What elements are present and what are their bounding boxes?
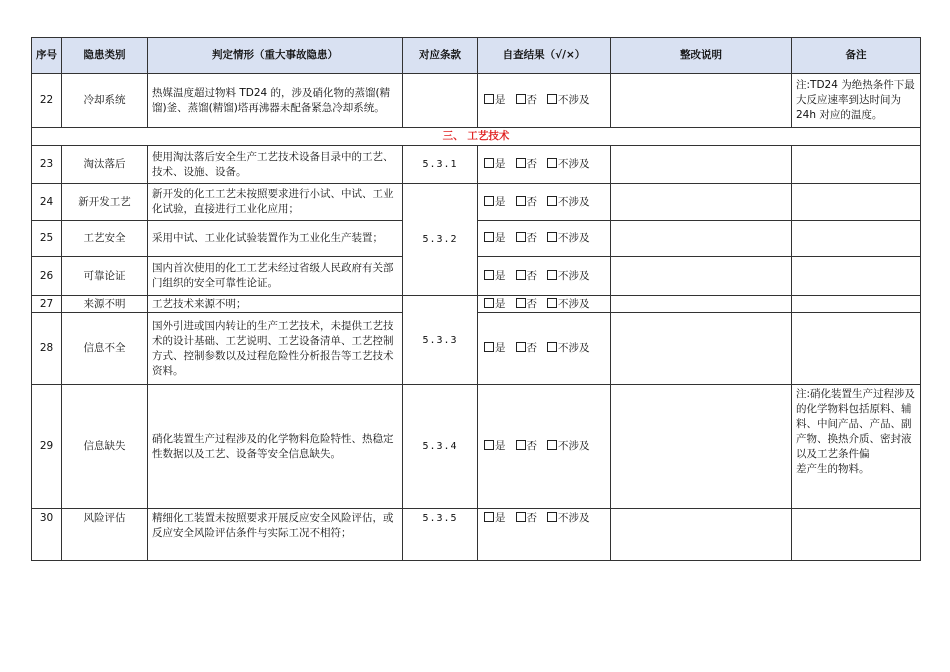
row-category: 冷却系统 [62,74,148,128]
row-clause: 5.3.4 [403,385,478,509]
row-no: 30 [32,509,62,561]
rectify-cell[interactable] [611,385,792,509]
row-no: 25 [32,221,62,257]
remark-cell [792,296,921,313]
checkbox-icon[interactable] [547,232,557,242]
header-row [32,38,921,74]
self-check-cell [478,296,611,313]
header-clause: 对应条款 [403,38,478,74]
row-situation: 新开发的化工工艺未按照要求进行小试、中试、工业化试验，直接进行工业化应用； [148,184,403,221]
header-remark: 备注 [792,38,921,74]
self-check-cell [478,509,611,561]
row-clause [403,74,478,128]
check-option-na[interactable]: 不涉及 [547,270,590,282]
self-check-cell [478,74,611,128]
remark-cell [792,509,921,561]
header-no: 序号 [32,38,62,74]
check-option-na[interactable]: 不涉及 [547,342,590,354]
check-option-yes[interactable]: 是 [484,298,506,310]
check-option-na[interactable]: 不涉及 [547,94,590,106]
remark-cell: 注:TD24 为绝热条件下最大反应速率到达时间为 24h 对应的温度。 [792,74,921,128]
checkbox-icon[interactable] [516,94,526,104]
remark-cell [792,184,921,221]
checkbox-icon[interactable] [516,158,526,168]
row-situation: 国外引进或国内转让的生产工艺技术，未提供工艺技术的设计基础、工艺说明、工艺设备清单、工艺控制方式、控制参数以及过程危险性分析报告等工艺技术资料。 [148,313,403,385]
rectify-cell[interactable] [611,74,792,128]
table-row [32,74,921,128]
row-category: 信息不全 [62,313,148,385]
check-option-na[interactable]: 不涉及 [547,512,590,524]
checkbox-icon[interactable] [484,512,494,522]
row-no: 27 [32,296,62,313]
checkbox-icon[interactable] [516,342,526,352]
rectify-cell[interactable] [611,296,792,313]
remark-cell [792,313,921,385]
checkbox-icon[interactable] [516,298,526,308]
row-situation: 国内首次使用的化工工艺未经过省级人民政府有关部门组织的安全可靠性论证。 [148,257,403,296]
rectify-cell[interactable] [611,184,792,221]
remark-line: 差产生的物料。 [796,463,870,475]
row-situation: 采用中试、工业化试验装置作为工业化生产装置； [148,221,403,257]
checkbox-icon[interactable] [547,342,557,352]
check-option-yes[interactable]: 是 [484,94,506,106]
section-row [32,128,921,146]
checkbox-icon[interactable] [484,158,494,168]
row-no: 29 [32,385,62,509]
check-option-na[interactable]: 不涉及 [547,158,590,170]
row-category: 可靠论证 [62,257,148,296]
check-option-no[interactable]: 否 [516,440,538,452]
table-row [32,184,921,221]
check-option-na[interactable]: 不涉及 [547,298,590,310]
check-option-yes[interactable]: 是 [484,158,506,170]
check-option-no[interactable]: 否 [516,196,538,208]
header-result: 自查结果（√/×） [478,38,611,74]
check-option-no[interactable]: 否 [516,270,538,282]
row-situation: 硝化装置生产过程涉及的化学物料危险特性、热稳定性数据以及工艺、设备等安全信息缺失。 [148,385,403,509]
checkbox-icon[interactable] [547,196,557,206]
checkbox-icon[interactable] [516,512,526,522]
self-check-cell [478,146,611,184]
checkbox-icon[interactable] [484,270,494,280]
row-no: 24 [32,184,62,221]
self-check-cell [478,385,611,509]
row-clause: 5.3.3 [403,296,478,385]
hazard-checklist-table [31,37,921,561]
row-category: 淘汰落后 [62,146,148,184]
remark-cell [792,257,921,296]
checkbox-icon[interactable] [484,94,494,104]
check-option-yes[interactable]: 是 [484,342,506,354]
checkbox-icon[interactable] [547,512,557,522]
rectify-cell[interactable] [611,257,792,296]
rectify-cell[interactable] [611,146,792,184]
checkbox-icon[interactable] [516,270,526,280]
check-option-yes[interactable]: 是 [484,270,506,282]
header-category: 隐患类别 [62,38,148,74]
remark-cell [792,221,921,257]
row-no: 28 [32,313,62,385]
row-no: 26 [32,257,62,296]
row-no: 23 [32,146,62,184]
check-option-no[interactable]: 否 [516,298,538,310]
checkbox-icon[interactable] [484,440,494,450]
header-situation: 判定情形（重大事故隐患） [148,38,403,74]
remark-line: 注:硝化装置生产过程涉及的化学物料包括原料、辅料、中间产品、产品、副产物、换热介质、密封液以及工艺条件偏 [796,388,916,460]
header-rectify: 整改说明 [611,38,792,74]
check-option-na[interactable]: 不涉及 [547,232,590,244]
self-check-cell [478,313,611,385]
check-option-no[interactable]: 否 [516,94,538,106]
table-row [32,509,921,561]
table-row [32,385,921,509]
checkbox-icon[interactable] [484,342,494,352]
checkbox-icon[interactable] [484,196,494,206]
table-row [32,296,921,313]
check-option-yes[interactable]: 是 [484,440,506,452]
checkbox-icon[interactable] [547,94,557,104]
check-option-no[interactable]: 否 [516,512,538,524]
row-category: 风险评估 [62,509,148,561]
checkbox-icon[interactable] [547,440,557,450]
remark-cell [792,385,921,509]
checkbox-icon[interactable] [547,158,557,168]
check-option-yes[interactable]: 是 [484,512,506,524]
check-option-yes[interactable]: 是 [484,196,506,208]
checkbox-icon[interactable] [484,232,494,242]
row-situation: 精细化工装置未按照要求开展反应安全风险评估，或反应安全风险评估条件与实际工况不相符； [148,509,403,561]
row-clause: 5.3.2 [403,184,478,296]
row-category: 工艺安全 [62,221,148,257]
self-check-cell [478,184,611,221]
section-title: 三、 工艺技术 [32,128,921,146]
checkbox-icon[interactable] [547,270,557,280]
row-category: 信息缺失 [62,385,148,509]
table-row [32,146,921,184]
remark-cell [792,146,921,184]
row-situation: 使用淘汰落后安全生产工艺技术设备目录中的工艺、技术、设施、设备。 [148,146,403,184]
row-situation: 热媒温度超过物料 TD24 的，涉及硝化物的蒸馏(精馏)釜、蒸馏(精馏)塔再沸器未配备紧急冷却系统。 [148,74,403,128]
row-category: 新开发工艺 [62,184,148,221]
check-option-no[interactable]: 否 [516,158,538,170]
rectify-cell[interactable] [611,221,792,257]
checkbox-icon[interactable] [516,440,526,450]
check-option-na[interactable]: 不涉及 [547,440,590,452]
rectify-cell[interactable] [611,509,792,561]
row-situation: 工艺技术来源不明； [148,296,403,313]
self-check-cell [478,257,611,296]
check-option-yes[interactable]: 是 [484,232,506,244]
check-option-na[interactable]: 不涉及 [547,196,590,208]
checkbox-icon[interactable] [516,196,526,206]
self-check-cell [478,221,611,257]
rectify-cell[interactable] [611,313,792,385]
row-clause: 5.3.1 [403,146,478,184]
row-no: 22 [32,74,62,128]
row-clause: 5.3.5 [403,509,478,561]
checkbox-icon[interactable] [484,298,494,308]
check-option-no[interactable]: 否 [516,342,538,354]
checkbox-icon[interactable] [516,232,526,242]
checkbox-icon[interactable] [547,298,557,308]
check-option-no[interactable]: 否 [516,232,538,244]
row-category: 来源不明 [62,296,148,313]
